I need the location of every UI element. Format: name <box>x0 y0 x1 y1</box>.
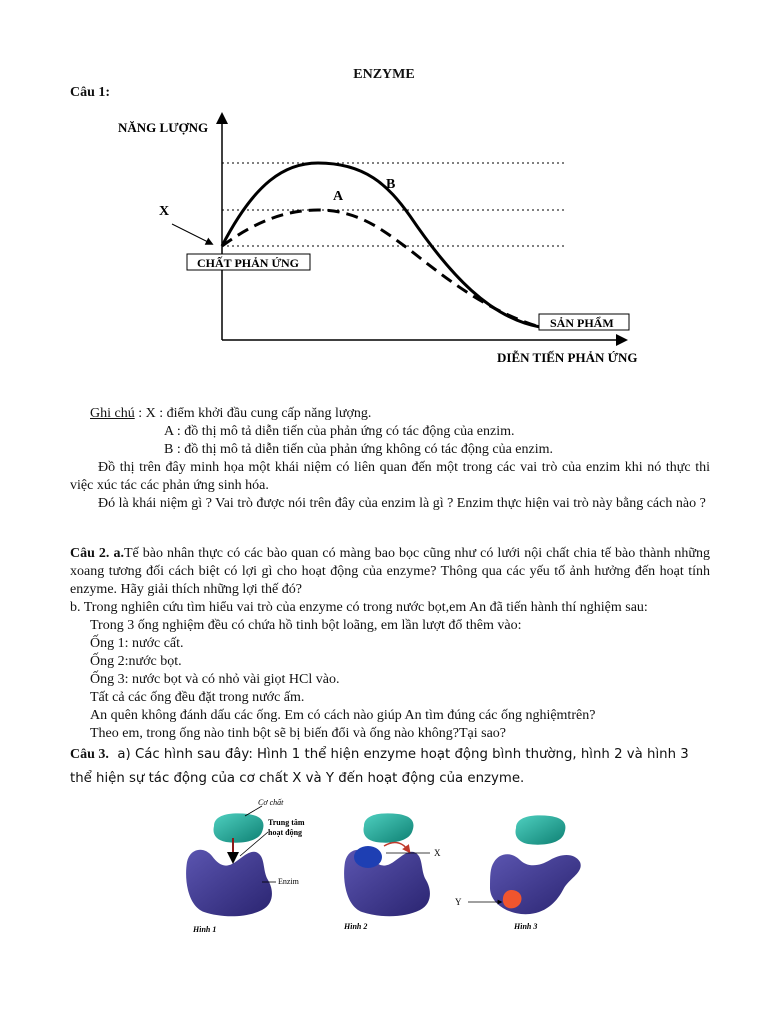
q2-line-3: Ống 3: nước bọt và có nhỏ vài giọt HCl vào. <box>90 672 340 687</box>
enzyme-figure <box>0 785 768 940</box>
q2-line-6: Theo em, trong ống nào tinh bột sẽ bị biến đổi và ống nào không?Tại sao? <box>90 726 507 741</box>
question-2 <box>70 545 710 743</box>
enzyme-3 <box>490 854 581 914</box>
note-b: B : đồ thị mô tả diễn tiến của phản ứng không có tác động của enzim. <box>164 442 553 457</box>
figure-1 <box>186 798 305 934</box>
notes-label: Ghi chú <box>90 406 135 421</box>
note-paragraph-2: Đó là khái niệm gì ? Vai trò được nói trên đây của enzim là gì ? Enzim thực hiện vai trò này bằng cách nào ? <box>98 496 706 511</box>
q2-line-4: Tất cả các ống đều đặt trong nước ấm. <box>90 690 305 705</box>
label-x: X <box>159 204 170 219</box>
q2-line-1: Ống 1: nước cất. <box>90 636 184 651</box>
q2-line-2: Ống 2:nước bọt. <box>90 654 182 669</box>
figure-2 <box>343 813 441 931</box>
question-2a-text: Tế bào nhân thực có các bào quan có màng bao bọc cũng như có lưới nội chất chia tế bào thành những xoang tương đối cách biệt có lợi gì cho hoạt động của enzyme? Thông qua các yếu tố ảnh hưởng đến hoạt tính enzyme. Hãy giải thích những lợi thế đó? <box>70 546 710 597</box>
question-3-text: a) Các hình sau đây: Hình 1 thể hiện enzyme hoạt động bình thường, hình 2 và hình 3 thể hiện sự tác động của cơ chất X và Y đến hoạt động của enzyme. <box>70 747 689 786</box>
question-3-label: Câu 3. <box>70 747 109 762</box>
q2-line-5: An quên không đánh dấu các ống. Em có cách nào giúp An tìm đúng các ống nghiệmtrên? <box>90 708 596 723</box>
enzyme-label: Enzim <box>278 877 299 886</box>
inhibitor-x <box>354 846 382 868</box>
question-2b-text: b. Trong nghiên cứu tìm hiểu vai trò của enzyme có trong nước bọt,em An đã tiến hành thí nghiệm sau: <box>70 600 648 615</box>
y-axis-label: NĂNG LƯỢNG <box>118 120 209 135</box>
enzyme-1 <box>186 850 272 917</box>
product-label: SẢN PHẨM <box>550 316 614 330</box>
figure-1-caption: Hình 1 <box>193 925 217 934</box>
y-label: Y <box>455 897 462 907</box>
x-axis-label: DIỄN TIẾN PHẢN ỨNG <box>497 350 638 365</box>
figure-2-caption: Hình 2 <box>344 922 368 931</box>
note-paragraph-1: Đồ thị trên đây minh họa một khái niệm có liên quan đến một trong các vai trò của enzim khi nó thực thi việc xúc tác các phản ứng sinh hóa. <box>70 460 710 493</box>
reactant-label: CHẤT PHẢN ỨNG <box>197 256 299 270</box>
substrate-3 <box>516 815 566 844</box>
page-title: ENZYME <box>353 67 415 82</box>
x-label: X <box>434 848 441 858</box>
question-1-notes <box>70 405 710 513</box>
question-1-label: Câu 1: <box>70 85 111 100</box>
x-pointer-arrow <box>172 224 210 243</box>
substrate-1 <box>214 813 264 842</box>
substrate-2 <box>364 813 414 842</box>
note-a: A : đồ thị mô tả diễn tiến của phản ứng có tác động của enzim. <box>164 424 515 439</box>
energy-diagram <box>0 110 768 370</box>
note-x: : X : điểm khởi đầu cung cấp năng lượng. <box>138 406 372 421</box>
question-3 <box>70 743 710 791</box>
figure-3-caption: Hình 3 <box>514 922 538 931</box>
curve-b <box>222 163 540 327</box>
substrate-label: Cơ chất <box>258 798 284 807</box>
q2-line-0: Trong 3 ống nghiệm đều có chứa hồ tinh bột loãng, em lần lượt đổ thêm vào: <box>90 618 522 633</box>
substrate-pointer <box>245 806 262 816</box>
active-site-label-2: hoạt động <box>268 828 303 837</box>
active-site-label-1: Trung tâm <box>268 818 305 827</box>
label-a: A <box>333 189 344 204</box>
label-b: B <box>386 177 396 192</box>
figure-3 <box>455 815 581 931</box>
displacement-arrow <box>384 843 408 850</box>
question-2-label: Câu 2. a. <box>70 546 124 561</box>
